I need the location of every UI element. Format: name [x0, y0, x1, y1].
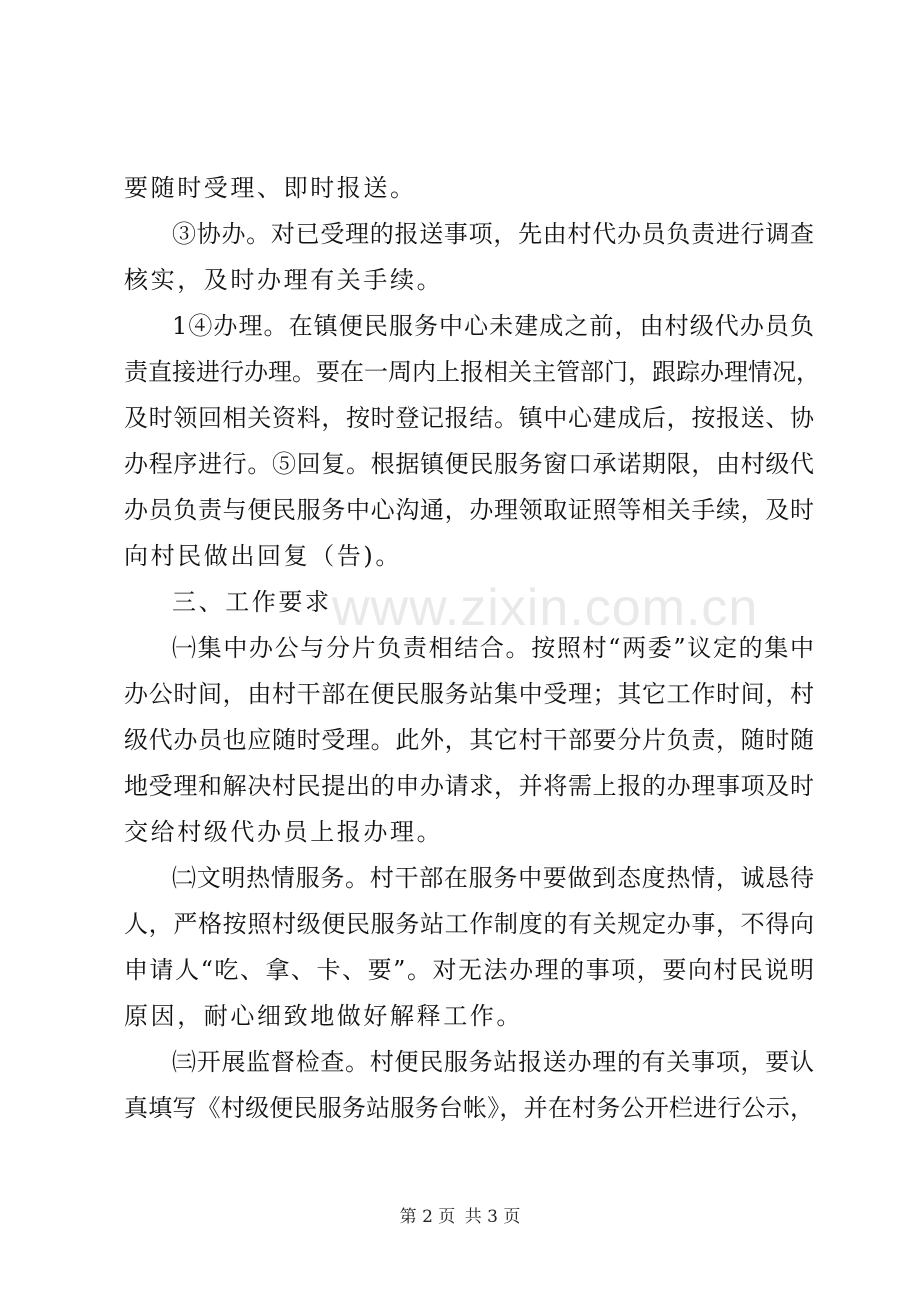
paragraph-first-line: ③协办。对已受理的报送事项，先由村代办员负责进行调查	[172, 220, 814, 248]
text-line: 责直接进行办理。要在一周内上报相关主管部门，跟踪办理情况，	[124, 358, 820, 386]
text-line: 要随时受理、即时报送。	[124, 174, 417, 202]
paragraph-first-line: ㈠集中办公与分片负责相结合。按照村“两委”议定的集中	[172, 634, 814, 662]
page-total: 共 3 页	[464, 1207, 521, 1227]
text-line: 核实，及时办理有关手续。	[124, 266, 444, 294]
text-line: 及时领回相关资料，按时登记报结。镇中心建成后，按报送、协	[124, 404, 814, 432]
text-line: 级代办员也应随时受理。此外，其它村干部要分片负责，随时随	[124, 726, 814, 754]
watermark: www.zixin.com.cn	[332, 579, 759, 637]
paragraph-first-line: 1④办理。在镇便民服务中心未建成之前，由村级代办员负	[172, 312, 814, 340]
paragraph-first-line: ㈢开展监督检查。村便民服务站报送办理的有关事项，要认	[172, 1048, 814, 1076]
page-number: 第 2 页	[399, 1207, 456, 1227]
text-line: 交给村级代办员上报办理。	[124, 818, 444, 846]
text-line: 办程序进行。⑤回复。根据镇便民服务窗口承诺期限，由村级代	[124, 450, 814, 478]
page-footer	[0, 1202, 920, 1227]
text-line: 办员负责与便民服务中心沟通，办理领取证照等相关手续，及时	[124, 496, 814, 524]
text-line: 办公时间，由村干部在便民服务站集中受理；其它工作时间，村	[124, 680, 814, 708]
text-line: 申请人“吃、拿、卡、要”。对无法办理的事项，要向村民说明	[124, 956, 814, 984]
text-line: 地受理和解决村民提出的申办请求，并将需上报的办理事项及时	[124, 772, 814, 800]
text-line: 原因，耐心细致地做好解释工作。	[124, 1002, 523, 1030]
text-line: 真填写《村级便民服务站服务台帐》，并在村务公开栏进行公示，	[124, 1094, 814, 1122]
text-line: 向村民做出回复（告)。	[124, 542, 402, 570]
text-line: 人，严格按照村级便民服务站工作制度的有关规定办事，不得向	[124, 910, 814, 938]
document-body	[124, 165, 820, 1131]
section-heading: 三、工作要求	[172, 588, 332, 616]
paragraph-first-line: ㈡文明热情服务。村干部在服务中要做到态度热情，诚恳待	[172, 864, 814, 892]
